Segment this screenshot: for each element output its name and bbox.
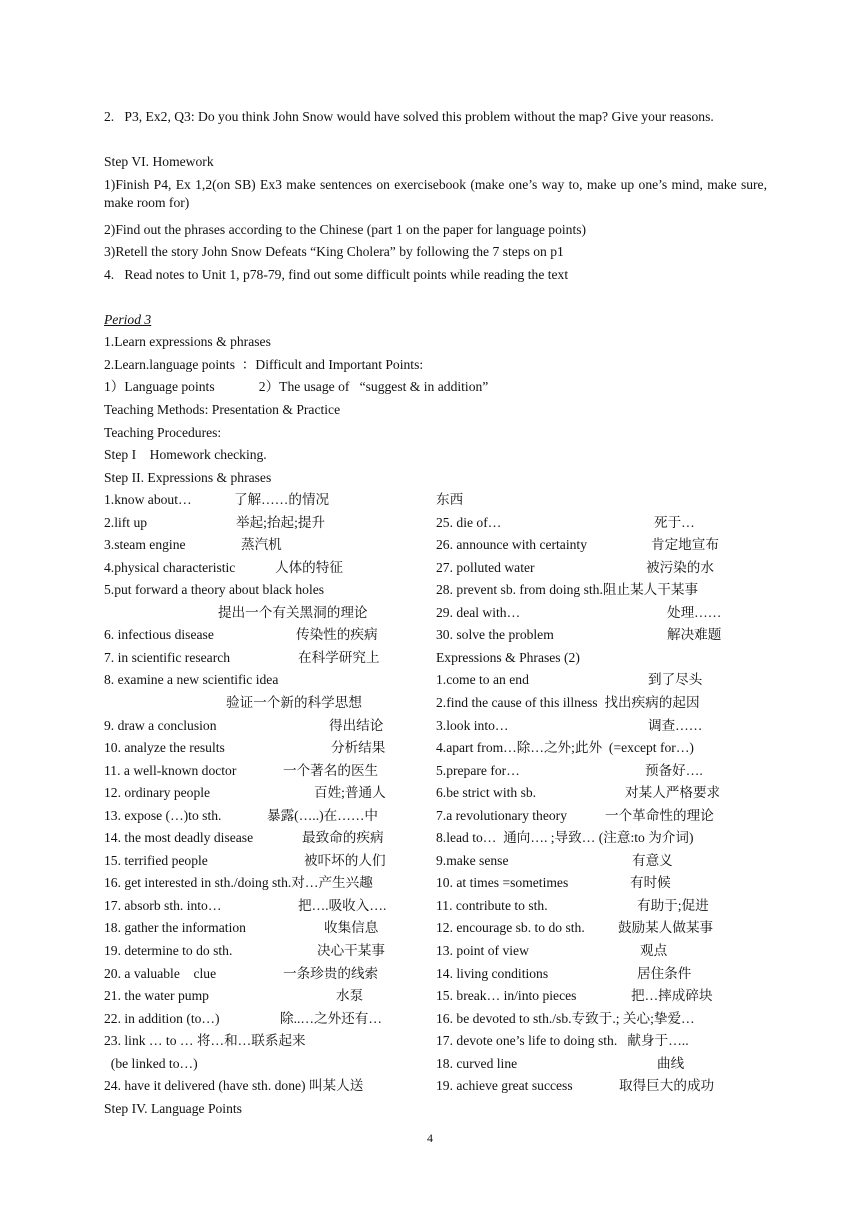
phrase-chinese: 取得巨大的成功 bbox=[619, 1078, 715, 1094]
phrase-english: 24. have it delivered (have sth. done) 叫某人送 bbox=[104, 1078, 364, 1094]
phrase-english: 10. at times =sometimes bbox=[436, 875, 569, 891]
phrase-english: 4.physical characteristic bbox=[104, 559, 236, 575]
phrase-chinese: 把….吸收入…. bbox=[298, 897, 387, 913]
homework-item-4: 4. Read notes to Unit 1, p78-79, find out some difficult points while reading the text bbox=[104, 267, 569, 282]
phrase-chinese: 有助于;促进 bbox=[637, 897, 709, 913]
phrase-chinese: 解决难题 bbox=[667, 627, 722, 643]
phrase-chinese: 收集信息 bbox=[324, 920, 379, 936]
period-line: Teaching Methods: Presentation & Practice bbox=[104, 402, 341, 417]
phrase-chinese: 鼓励某人做某事 bbox=[618, 920, 714, 936]
phrase-english: 6. infectious disease bbox=[104, 627, 214, 643]
phrase-chinese: 百姓;普通人 bbox=[314, 785, 386, 801]
homework-item-3: 3)Retell the story John Snow Defeats “King Cholera” by following the 7 steps on p1 bbox=[104, 244, 564, 259]
phrase-chinese: 人体的特征 bbox=[275, 559, 343, 575]
phrase-chinese: 传染性的疾病 bbox=[296, 627, 378, 643]
phrase-chinese: 预备好…. bbox=[645, 762, 703, 778]
phrase-english: 8. examine a new scientific idea bbox=[104, 672, 279, 688]
phrase-english: 19. determine to do sth. bbox=[104, 943, 233, 958]
phrase-english: 1.know about… bbox=[104, 492, 192, 507]
period-line: Step I Homework checking. bbox=[104, 447, 267, 462]
phrase-english: (be linked to…) bbox=[104, 1055, 198, 1071]
phrase-chinese: 验证一个新的科学思想 bbox=[226, 694, 362, 710]
phrase-english: 17. devote one’s life to doing sth. 献身于….. bbox=[436, 1033, 689, 1049]
phrase-chinese: 得出结论 bbox=[329, 717, 384, 733]
phrase-english: 2.find the cause of this illness 找出疾病的起因 bbox=[436, 694, 700, 710]
phrase-chinese: 水泵 bbox=[336, 988, 364, 1004]
phrase-english: 10. analyze the results bbox=[104, 740, 225, 756]
phrase-chinese: 举起;抬起;提升 bbox=[236, 514, 326, 530]
homework-item-2: 2)Find out the phrases according to the Chinese (part 1 on the paper for language points) bbox=[104, 222, 587, 237]
phrase-english: Expressions & Phrases (2) bbox=[436, 649, 580, 665]
phrase-chinese: 暴露(…..)在……中 bbox=[267, 807, 379, 823]
phrase-english: 16. get interested in sth./doing sth.对…产生兴趣 bbox=[104, 875, 373, 891]
phrase-english: 12. encourage sb. to do sth. bbox=[436, 920, 585, 936]
phrase-english: 22. in addition (to…) bbox=[104, 1010, 220, 1026]
phrase-chinese: 调查…… bbox=[648, 717, 703, 733]
phrase-english: 1.come to an end bbox=[436, 672, 529, 688]
phrase-chinese: 有时候 bbox=[630, 875, 671, 891]
phrase-english: 11. a well-known doctor bbox=[104, 762, 237, 778]
phrase-english: 13. expose (…)to sth. bbox=[104, 807, 222, 823]
phrase-english: 12. ordinary people bbox=[104, 785, 211, 801]
phrase-chinese: 到了尽头 bbox=[648, 672, 703, 688]
phrase-english: 26. announce with certainty bbox=[436, 537, 587, 553]
phrase-chinese: 除..…之外还有… bbox=[280, 1010, 382, 1026]
phrase-english: 7. in scientific research bbox=[104, 649, 231, 665]
question-line: 2. P3, Ex2, Q3: Do you think John Snow would have solved this problem without the map? Give your reasons. bbox=[104, 109, 714, 124]
phrase-english: 20. a valuable clue bbox=[104, 965, 217, 981]
phrase-chinese: 死于… bbox=[654, 514, 695, 530]
homework-item-1: 1)Finish P4, Ex 1,2(on SB) Ex3 make sentences on exercisebook (make one’s way to, make up one’s mind, make sure, make room for) bbox=[104, 177, 767, 210]
phrase-english: 8.lead to… 通向…. ;导致… (注意:to 为介词) bbox=[436, 830, 694, 846]
phrase-chinese: 一个革命性的理论 bbox=[605, 807, 714, 823]
phrase-english: 14. living conditions bbox=[436, 965, 549, 981]
phrase-chinese: 居住条件 bbox=[637, 965, 692, 981]
period-line: 2.Learn.language points ：Difficult and Important Points: bbox=[104, 357, 424, 372]
phrase-english: 14. the most deadly disease bbox=[104, 830, 254, 846]
phrase-chinese: 决心干某事 bbox=[317, 943, 385, 958]
period-line: 1）Language points 2）The usage of “suggest & in addition” bbox=[104, 379, 489, 394]
phrase-english: 5.put forward a theory about black holes bbox=[104, 582, 325, 598]
phrase-english: 7.a revolutionary theory bbox=[436, 807, 567, 823]
page-number: 4 bbox=[427, 1131, 433, 1145]
phrase-english: Step IV. Language Points bbox=[104, 1100, 242, 1116]
phrase-chinese: 被吓坏的人们 bbox=[304, 852, 386, 868]
phrase-english: 9. draw a conclusion bbox=[104, 717, 217, 733]
phrase-chinese: 提出一个有关黑洞的理论 bbox=[218, 604, 368, 620]
phrase-english: 2.lift up bbox=[104, 514, 148, 530]
phrase-english: 15. terrified people bbox=[104, 852, 208, 868]
phrase-english: 28. prevent sb. from doing sth.阻止某人干某事 bbox=[436, 582, 699, 598]
phrase-english: 5.prepare for… bbox=[436, 762, 520, 778]
phrase-chinese: 一条珍贵的线索 bbox=[283, 965, 379, 981]
phrase-english: 3.steam engine bbox=[104, 537, 186, 553]
phrase-chinese: 分析结果 bbox=[331, 740, 386, 756]
period-line: 1.Learn expressions & phrases bbox=[104, 334, 271, 349]
phrase-chinese: 最致命的疾病 bbox=[302, 830, 384, 846]
phrase-chinese: 有意义 bbox=[632, 852, 673, 868]
phrase-chinese: 了解……的情况 bbox=[234, 492, 330, 507]
phrase-english: 11. contribute to sth. bbox=[436, 897, 548, 913]
phrase-english: 18. curved line bbox=[436, 1055, 518, 1071]
phrase-chinese: 观点 bbox=[640, 943, 668, 958]
phrase-english: 3.look into… bbox=[436, 717, 509, 733]
phrase-english: 23. link … to … 将…和…联系起来 bbox=[104, 1033, 306, 1049]
phrase-english: 29. deal with… bbox=[436, 604, 521, 620]
phrase-chinese: 曲线 bbox=[657, 1055, 685, 1071]
phrase-english: 18. gather the information bbox=[104, 920, 246, 936]
phrase-chinese: 处理…… bbox=[667, 604, 722, 620]
period-line: Step II. Expressions & phrases bbox=[104, 470, 272, 485]
phrase-english: 19. achieve great success bbox=[436, 1078, 573, 1094]
phrase-chinese: 对某人严格要求 bbox=[625, 785, 721, 801]
phrase-english: 15. break… in/into pieces bbox=[436, 988, 577, 1004]
phrase-english: 17. absorb sth. into… bbox=[104, 897, 222, 913]
phrase-chinese: 肯定地宣布 bbox=[651, 537, 719, 553]
phrase-english: 6.be strict with sb. bbox=[436, 785, 537, 801]
phrase-chinese: 被污染的水 bbox=[646, 559, 714, 575]
phrase-english: 27. polluted water bbox=[436, 559, 535, 575]
phrase-english: 25. die of… bbox=[436, 514, 502, 530]
period-line: Teaching Procedures: bbox=[104, 425, 222, 440]
phrase-chinese: 一个著名的医生 bbox=[283, 762, 379, 778]
phrase-english: 9.make sense bbox=[436, 852, 509, 868]
phrase-chinese: 在科学研究上 bbox=[298, 649, 380, 665]
phrase-english: 21. the water pump bbox=[104, 988, 209, 1004]
phrase-chinese: 蒸汽机 bbox=[241, 537, 282, 553]
step-six-heading: Step VI. Homework bbox=[104, 154, 214, 169]
phrase-english: 13. point of view bbox=[436, 943, 529, 958]
phrase-english: 30. solve the problem bbox=[436, 627, 554, 643]
phrase-chinese: 把…摔成碎块 bbox=[631, 988, 713, 1004]
period-title: Period 3 bbox=[104, 312, 152, 327]
phrase-english: 东西 bbox=[436, 492, 464, 507]
phrase-english: 4.apart from…除…之外;此外 (=except for…) bbox=[436, 740, 694, 756]
phrase-english: 16. be devoted to sth./sb.专致于.; 关心;挚爱… bbox=[436, 1010, 695, 1026]
